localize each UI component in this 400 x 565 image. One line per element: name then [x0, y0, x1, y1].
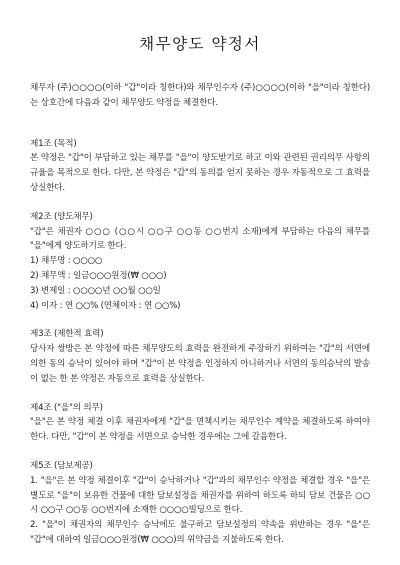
article-heading: 제2조 (양도채무): [30, 211, 93, 222]
article-1: [30, 137, 370, 196]
article-3: [30, 327, 370, 386]
list-item: 2) 채무액 : 일금○○○원정(₩ ○○○): [30, 270, 167, 281]
list-item: 2. "을"이 채권자의 채무인수 승낙에도 불구하고 담보설정의 약속을 위반하는 경우 "을"은 "갑"에 대하여 일금○○○원정(₩ ○○○)의 위약금을 지불하도록 한다.: [30, 520, 370, 545]
article-body: 당사자 쌍방은 본 약정에 따른 채무양도의 효력을 완전하게 주장하기 위하여는 "갑"의 서면에 의한 동의 승낙이 있어야 하며 "갑"이 본 약정을 인정하지 아니하거나 서면의 동의승낙의 발송이 없는 한 본 약정은 자동으로 효력을 상실한다.: [30, 344, 370, 384]
article-4: [30, 401, 370, 445]
article-body: 본 약정은 "갑"이 부담하고 있는 채무를 "을"이 양도받기로 하고 이와 관련된 권리의무 사항의 규율을 목적으로 한다. 다만, 본 약정은 "갑"의 동의를 얻지 못하는 경우 자동적으로 그 효력을 상실한다.: [30, 153, 370, 193]
article-heading: 제5조 (담보제공): [30, 460, 93, 471]
list-item: 4) 이자 : 연 ○○% (연체이자 : 연 ○○%): [30, 300, 181, 311]
intro-paragraph: 채무자 (주)○○○○(이하 "갑"이라 칭한다)와 채무인수자 (주)○○○○(이하 "을"이라 칭한다)는 상호간에 다음과 같이 채무양도 약정을 체결한다.: [30, 83, 370, 108]
list-item: 1. "을"은 본 약정 체결이후 "갑"이 승낙하거나 "갑"과의 채무인수 약정을 체결할 경우 "을"은 별도로 "을"이 보유한 건물에 대한 담보설정을 채권자를 위하여 하도록 하되 담보 건물은 ○○시 ○○구 ○○동 ○○번지에 소재한 ○○○○빌딩으로 한다.: [30, 475, 370, 516]
article-5: [30, 459, 370, 548]
article-heading: 제1조 (목적): [30, 138, 77, 149]
article-2: [30, 210, 370, 314]
article-body: "을"은 본 약정 체결 이후 채권자에게 "갑"을 면책시키는 채무인수 계약을 체결하도록 하여야 한다. 다만, "갑"이 본 약정을 서면으로 승낙한 경우에는 그에 갈음한다.: [30, 417, 370, 443]
article-heading: 제3조 (제한적 효력): [30, 329, 104, 340]
document-title: 채무양도 약정서: [139, 35, 261, 53]
list-item: 3) 변제일 : ○○○○년 ○○월 ○○일: [30, 285, 161, 296]
article-heading: 제4조 ("을"의 의무): [30, 402, 103, 413]
article-body: "갑"은 채권자 ○○○ (○○시 ○○구 ○○동 ○○번지 소재)에게 부담하는 다음의 채무를 "을"에게 양도하기로 한다.: [30, 226, 370, 252]
list-item: 1) 채무명 : ○○○○: [30, 256, 103, 267]
